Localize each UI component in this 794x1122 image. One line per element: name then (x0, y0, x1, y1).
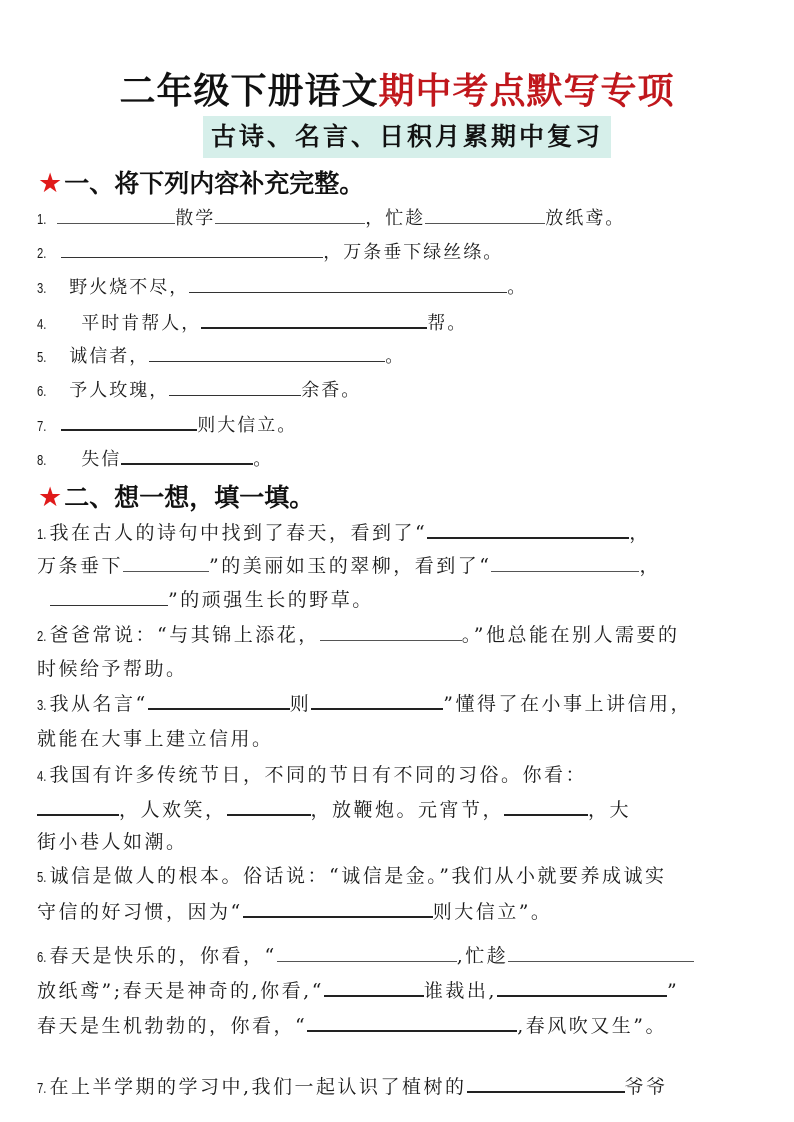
s1-item-1 (37, 205, 625, 233)
item-text: 。”他总能在别人需要的 (461, 624, 680, 646)
item-number: 2. (37, 245, 47, 262)
item-text: 诚信是做人的根本。俗话说：“诚信是金。”我们从小就要养成诚实 (49, 865, 667, 887)
section1-heading (38, 168, 364, 200)
item-number: 3. (37, 280, 47, 297)
item-number: 7. (37, 1080, 47, 1097)
item-text: ， (629, 522, 651, 544)
page-title (0, 68, 794, 116)
item-text: ,春风吹又生”。 (517, 1015, 667, 1037)
item-text: ，大 (588, 799, 632, 821)
section1-heading-text: 一、将下列内容补充完整。 (64, 169, 365, 198)
item-text: 就能在大事上建立信用。 (37, 728, 274, 750)
item-number: 3. (37, 697, 47, 714)
item-text: 则 (289, 693, 312, 715)
s2-q5-line1 (37, 863, 666, 891)
fill-blank[interactable] (201, 309, 427, 329)
s1-item-4 (37, 309, 467, 338)
s2-q1-line1 (37, 519, 651, 548)
s2-q5-line2 (37, 898, 552, 925)
s2-q6-line1 (37, 943, 694, 971)
star-icon: ★ (38, 482, 63, 513)
s2-q4-line2 (37, 796, 631, 823)
fill-blank[interactable] (121, 445, 253, 465)
item-text: 放纸鸢”;春天是神奇的,你看,“ (37, 980, 324, 1002)
subtitle-banner: 古诗、名言、日积月累期中复习 (203, 116, 611, 158)
fill-blank[interactable] (61, 239, 323, 258)
fill-blank[interactable] (324, 977, 424, 997)
s2-q6-line3 (37, 1012, 667, 1039)
s2-q1-line3 (50, 587, 374, 613)
fill-blank[interactable] (320, 622, 462, 641)
s2-q7-line1 (37, 1073, 668, 1102)
item-text: 则大信立”。 (432, 901, 553, 923)
item-text: 我从名言“ (49, 693, 148, 715)
fill-blank[interactable] (277, 943, 457, 962)
item-text: 平时肯帮人， (81, 313, 202, 334)
item-text: ”的顽强生长的野草。 (168, 589, 374, 611)
item-number: 6. (37, 383, 47, 400)
star-icon: ★ (38, 168, 63, 199)
fill-blank[interactable] (189, 274, 507, 293)
item-text: ，放鞭炮。元宵节， (310, 799, 505, 821)
item-number: 2. (37, 628, 47, 645)
item-text: 春天是生机勃勃的，你看，“ (37, 1015, 308, 1037)
fill-blank[interactable] (169, 377, 301, 396)
fill-blank[interactable] (50, 587, 168, 606)
s2-q6-line2 (37, 977, 679, 1004)
item-text: 放纸鸢。 (545, 208, 626, 229)
item-text: 散学 (175, 208, 216, 229)
item-number: 4. (37, 768, 47, 785)
fill-blank[interactable] (123, 553, 209, 572)
fill-blank[interactable] (311, 690, 443, 710)
item-number: 5. (37, 869, 47, 886)
s2-q2-line1 (37, 622, 679, 650)
s1-item-6 (37, 377, 361, 405)
item-text: ,忙趁 (456, 945, 509, 967)
fill-blank[interactable] (491, 553, 639, 572)
fill-blank[interactable] (215, 205, 365, 224)
s1-item-3 (37, 274, 527, 302)
item-text: 野火烧不尽， (69, 277, 190, 298)
item-text: ”懂得了在小事上讲信用， (443, 693, 692, 715)
section2-heading-text: 二、想一想，填一填。 (64, 483, 315, 512)
s2-q1-line2 (37, 553, 661, 579)
item-number: 1. (37, 211, 47, 228)
s1-item-8 (37, 445, 273, 474)
item-text: 爸爸常说：“与其锦上添花， (49, 624, 320, 646)
item-text: 街小巷人如潮。 (37, 831, 188, 853)
item-text: 余香。 (301, 380, 362, 401)
item-text: 爷爷 (624, 1076, 668, 1098)
item-text: 。 (253, 449, 274, 470)
section2-heading (38, 482, 314, 514)
s2-q4-line3 (37, 829, 188, 855)
s2-q2-line2 (37, 656, 188, 682)
item-number: 5. (37, 349, 47, 366)
fill-blank[interactable] (508, 943, 694, 962)
item-text: ，人欢笑， (119, 799, 227, 821)
item-number: 8. (37, 452, 47, 469)
s1-item-5 (37, 343, 405, 371)
s2-q4-line1 (37, 762, 587, 790)
fill-blank[interactable] (149, 343, 385, 362)
item-text: 予人玫瑰， (69, 380, 170, 401)
item-text: 帮。 (427, 313, 468, 334)
fill-blank[interactable] (497, 977, 667, 997)
item-text: 失信 (81, 449, 122, 470)
fill-blank[interactable] (57, 205, 175, 224)
item-number: 4. (37, 316, 47, 333)
item-text: 。 (385, 346, 406, 367)
s1-item-2 (37, 239, 503, 267)
item-text: 万条垂下 (37, 555, 124, 577)
title-topic: 期中考点默写专项 (378, 71, 675, 112)
item-text: 我国有许多传统节日，不同的节日有不同的习俗。你看： (49, 764, 588, 786)
item-text: 时候给予帮助。 (37, 658, 188, 680)
item-number: 6. (37, 949, 47, 966)
fill-blank[interactable] (307, 1012, 517, 1032)
item-text: ，万条垂下绿丝绦。 (323, 242, 504, 263)
item-text: ” (666, 980, 680, 1002)
item-number: 7. (37, 418, 47, 435)
item-number: 1. (37, 526, 47, 543)
item-text: 在上半学期的学习中,我们一起认识了植树的 (49, 1076, 467, 1098)
fill-blank[interactable] (61, 411, 197, 431)
fill-blank[interactable] (227, 796, 311, 816)
item-text: 。 (507, 277, 528, 298)
fill-blank[interactable] (504, 796, 588, 816)
item-text: 我在古人的诗句中找到了春天，看到了“ (49, 522, 428, 544)
fill-blank[interactable] (427, 519, 629, 539)
s2-q3-line2 (37, 726, 274, 752)
item-text: 春天是快乐的，你看，“ (49, 945, 277, 967)
item-text: 谁裁出, (423, 980, 497, 1002)
fill-blank[interactable] (467, 1073, 625, 1093)
fill-blank[interactable] (148, 690, 290, 710)
s2-q3-line1 (37, 690, 692, 719)
fill-blank[interactable] (243, 898, 433, 918)
s1-item-7 (37, 411, 297, 440)
item-text: ， (639, 555, 661, 577)
fill-blank[interactable] (37, 796, 119, 816)
item-text: 诚信者， (69, 346, 150, 367)
title-grade: 二年级下册语文 (119, 71, 379, 112)
fill-blank[interactable] (425, 205, 545, 224)
item-text: 则大信立。 (197, 415, 298, 436)
item-text: ，忙趁 (365, 208, 426, 229)
item-text: ”的美丽如玉的翠柳，看到了“ (209, 555, 492, 577)
item-text: 守信的好习惯，因为“ (37, 901, 243, 923)
